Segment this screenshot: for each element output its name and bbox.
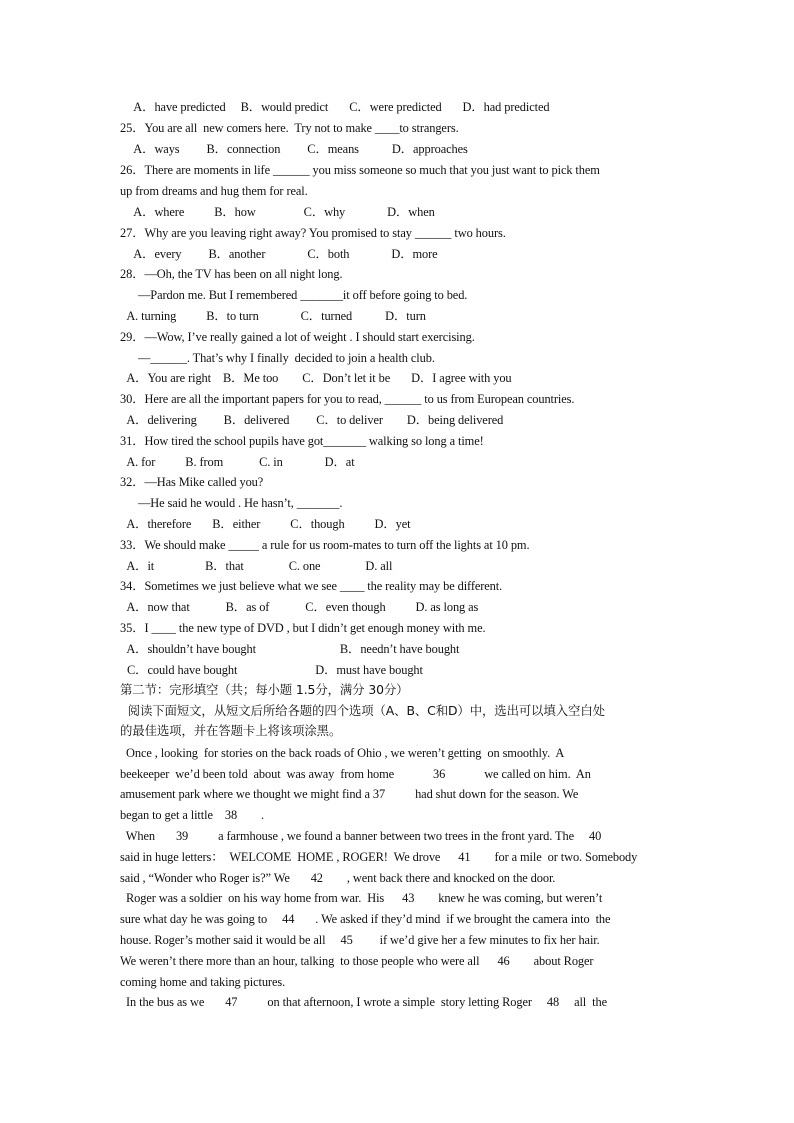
passage-line: amusement park where we thought we might find a 37 had shut down for the season. We <box>120 787 579 801</box>
q32-stem: 32．—Has Mike called you? <box>120 475 264 489</box>
passage-line: sure what day he was going to 44 . We asked if they’d mind if we brought the camera into the <box>120 912 611 926</box>
q26-stem-cont: up from dreams and hug them for real. <box>120 184 308 198</box>
passage-line: Roger was a soldier on his way home from war. His 43 knew he was coming, but weren’t <box>120 891 603 905</box>
section-instructions: 阅读下面短文，从短文后所给各题的四个选项（A、B、C和D）中，选出可以填入空白处 <box>120 703 605 718</box>
q30-stem: 30．Here are all the important papers for you to read, ______ to us from European countries. <box>120 392 575 406</box>
q34-stem: 34．Sometimes we just believe what we see ____ the reality may be different. <box>120 579 503 593</box>
q26-options: A．where B．how C．why D．when <box>128 205 435 219</box>
q35-stem: 35．I ____ the new type of DVD , but I didn’t get enough money with me. <box>120 621 486 635</box>
q35-options-ab: A．shouldn’t have bought B．needn’t have bought <box>124 642 460 656</box>
q33-options: A．it B．that C. one D. all <box>124 559 393 573</box>
passage-line: said in huge letters： WELCOME HOME , ROGER! We drove 41 for a mile or two. Somebody <box>120 850 638 864</box>
q28-stem: 28．—Oh, the TV has been on all night long. <box>120 267 343 281</box>
section-heading: 第二节：完形填空（共；每小题 1.5分，满分 30分） <box>120 682 409 697</box>
passage-line: When 39 a farmhouse , we found a banner between two trees in the front yard. The 40 <box>120 829 602 843</box>
q31-stem: 31．How tired the school pupils have got_______ walking so long a time! <box>120 434 484 448</box>
passage-line: beekeeper we’d been told about was away from home 36 we called on him. An <box>120 767 591 781</box>
passage-line: house. Roger’s mother said it would be all 45 if we’d give her a few minutes to fix her hair. <box>120 933 600 947</box>
passage-line: We weren’t there more than an hour, talking to those people who were all 46 about Roger <box>120 954 594 968</box>
q26-stem: 26．There are moments in life ______ you miss someone so much that you just want to pick them <box>120 163 600 177</box>
passage-line: Once , looking for stories on the back roads of Ohio , we weren’t getting on smoothly. A <box>120 746 565 760</box>
q29-reply: —______. That’s why I finally decided to join a health club. <box>120 351 435 365</box>
q25-options: A．ways B．connection C．means D．approaches <box>128 142 468 156</box>
q30-options: A．delivering B．delivered C．to deliver D．being delivered <box>124 413 504 427</box>
q29-options: A．You are right B．Me too C．Don’t let it be D．I agree with you <box>124 371 512 385</box>
section-instructions-cont: 的最佳选项，并在答题卡上将该项涂黑。 <box>120 723 342 738</box>
q27-options: A．every B．another C．both D．more <box>128 247 438 261</box>
q28-reply: —Pardon me. But I remembered _______it off before going to bed. <box>120 288 468 302</box>
q29-stem: 29．—Wow, I’ve really gained a lot of weight . I should start exercising. <box>120 330 475 344</box>
q33-stem: 33．We should make _____ a rule for us room-mates to turn off the lights at 10 pm. <box>120 538 530 552</box>
q28-options: A. turning B．to turn C．turned D．turn <box>124 309 426 323</box>
q34-options: A．now that B．as of C．even though D. as long as <box>124 600 479 614</box>
q32-options: A．therefore B．either C．though D．yet <box>124 517 411 531</box>
q24-options: A．have predicted B．would predict C．were predicted D．had predicted <box>128 100 550 114</box>
passage-line: In the bus as we 47 on that afternoon, I wrote a simple story letting Roger 48 all the <box>120 995 607 1009</box>
q32-reply: —He said he would . He hasn’t, _______. <box>120 496 343 510</box>
passage-line: coming home and taking pictures. <box>120 975 286 989</box>
q35-options-cd: C．could have bought D．must have bought <box>124 663 423 677</box>
q25-stem: 25．You are all new comers here. Try not to make ____to strangers. <box>120 121 459 135</box>
passage-line: said , “Wonder who Roger is?” We 42 , went back there and knocked on the door. <box>120 871 556 885</box>
q31-options: A. for B. from C. in D．at <box>124 455 355 469</box>
q27-stem: 27．Why are you leaving right away? You promised to stay ______ two hours. <box>120 226 506 240</box>
passage-line: began to get a little 38 . <box>120 808 265 822</box>
